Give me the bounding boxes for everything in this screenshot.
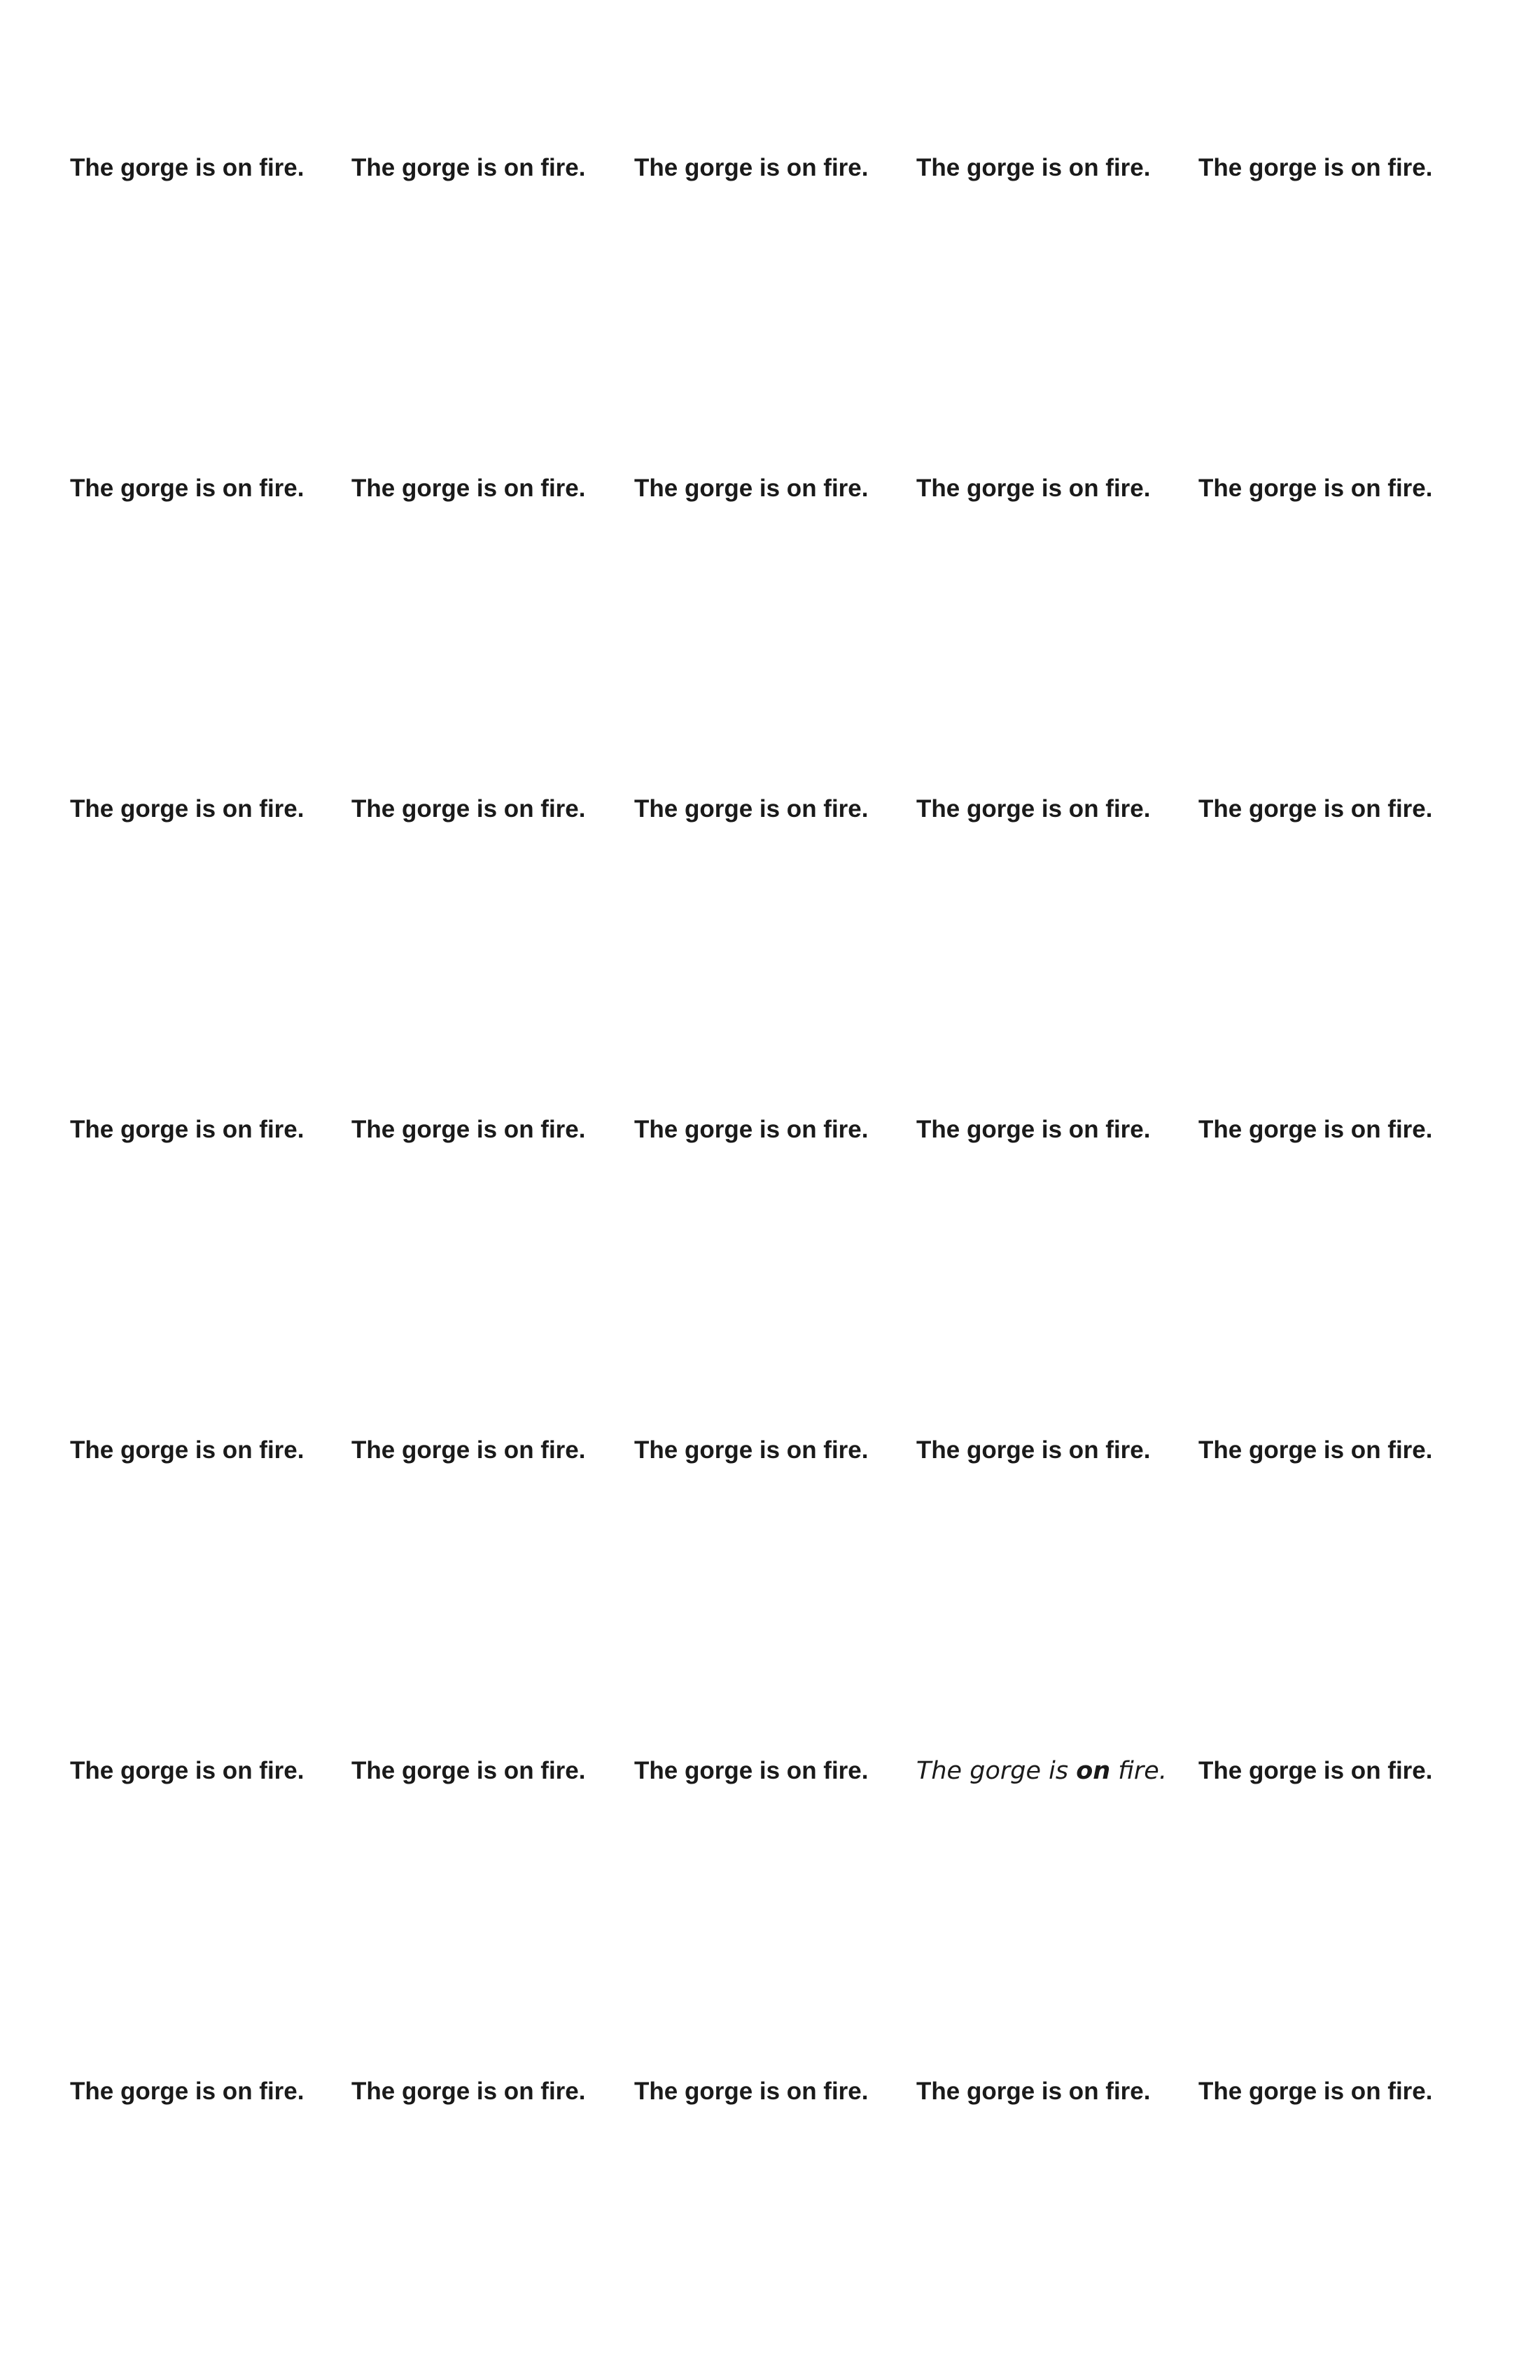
text-cell: The gorge is on fire. [70, 475, 304, 502]
text-cell: The gorge is on fire. [916, 475, 1151, 502]
grid-row [0, 147, 1540, 189]
text-cell-italic-variant [916, 1750, 1196, 1792]
grid-row [0, 1109, 1540, 1151]
text-cell: The gorge is on fire. [634, 795, 869, 822]
text-cell: The gorge is on fire. [351, 795, 586, 822]
text-cell: The gorge is on fire. [351, 1116, 586, 1143]
text-cell: The gorge is on fire. [634, 2078, 869, 2105]
text-cell: The gorge is on fire. [1198, 475, 1433, 502]
grid-row [0, 1429, 1540, 1471]
text-cell: The gorge is on fire. [1198, 1757, 1433, 1784]
text-cell: The gorge is on fire. [351, 475, 586, 502]
text-cell: The gorge is on fire. [916, 1116, 1151, 1143]
text-cell: The gorge is on fire. [1198, 2078, 1433, 2105]
text-cell: The gorge is on fire. [70, 1116, 304, 1143]
text-cell: The gorge is on fire. [351, 1436, 586, 1464]
text-cell: The gorge is on fire. [351, 154, 586, 181]
text-cell: The gorge is on fire. [634, 1757, 869, 1784]
text-cell: The gorge is on fire. [634, 1436, 869, 1464]
text-cell: The gorge is on fire. [916, 1436, 1151, 1464]
text-cell: The gorge is on fire. [1198, 1436, 1433, 1464]
grid-row [0, 468, 1540, 510]
text-cell: The gorge is on fire. [916, 2078, 1151, 2105]
grid-row [0, 1750, 1540, 1792]
text-cell: The gorge is on fire. [1198, 795, 1433, 822]
text-cell: The gorge is on fire. [70, 2078, 304, 2105]
text-before: The gorge is [916, 1757, 1077, 1785]
text-cell: The gorge is on fire. [70, 154, 304, 181]
grid-row [0, 2071, 1540, 2113]
text-cell: The gorge is on fire. [916, 795, 1151, 822]
text-cell: The gorge is on fire. [634, 475, 869, 502]
text-cell: The gorge is on fire. [634, 1116, 869, 1143]
text-cell: The gorge is on fire. [70, 795, 304, 822]
text-cell: The gorge is on fire. [916, 154, 1151, 181]
text-cell: The gorge is on fire. [70, 1757, 304, 1784]
text-cell: The gorge is on fire. [351, 2078, 586, 2105]
grid-row [0, 788, 1540, 830]
text-cell: The gorge is on fire. [1198, 154, 1433, 181]
text-cell: The gorge is on fire. [351, 1757, 586, 1784]
text-cell: The gorge is on fire. [634, 154, 869, 181]
emphasized-word: on [1076, 1757, 1111, 1785]
text-cell: The gorge is on fire. [70, 1436, 304, 1464]
text-cell: The gorge is on fire. [1198, 1116, 1433, 1143]
text-after: fire. [1110, 1757, 1167, 1785]
